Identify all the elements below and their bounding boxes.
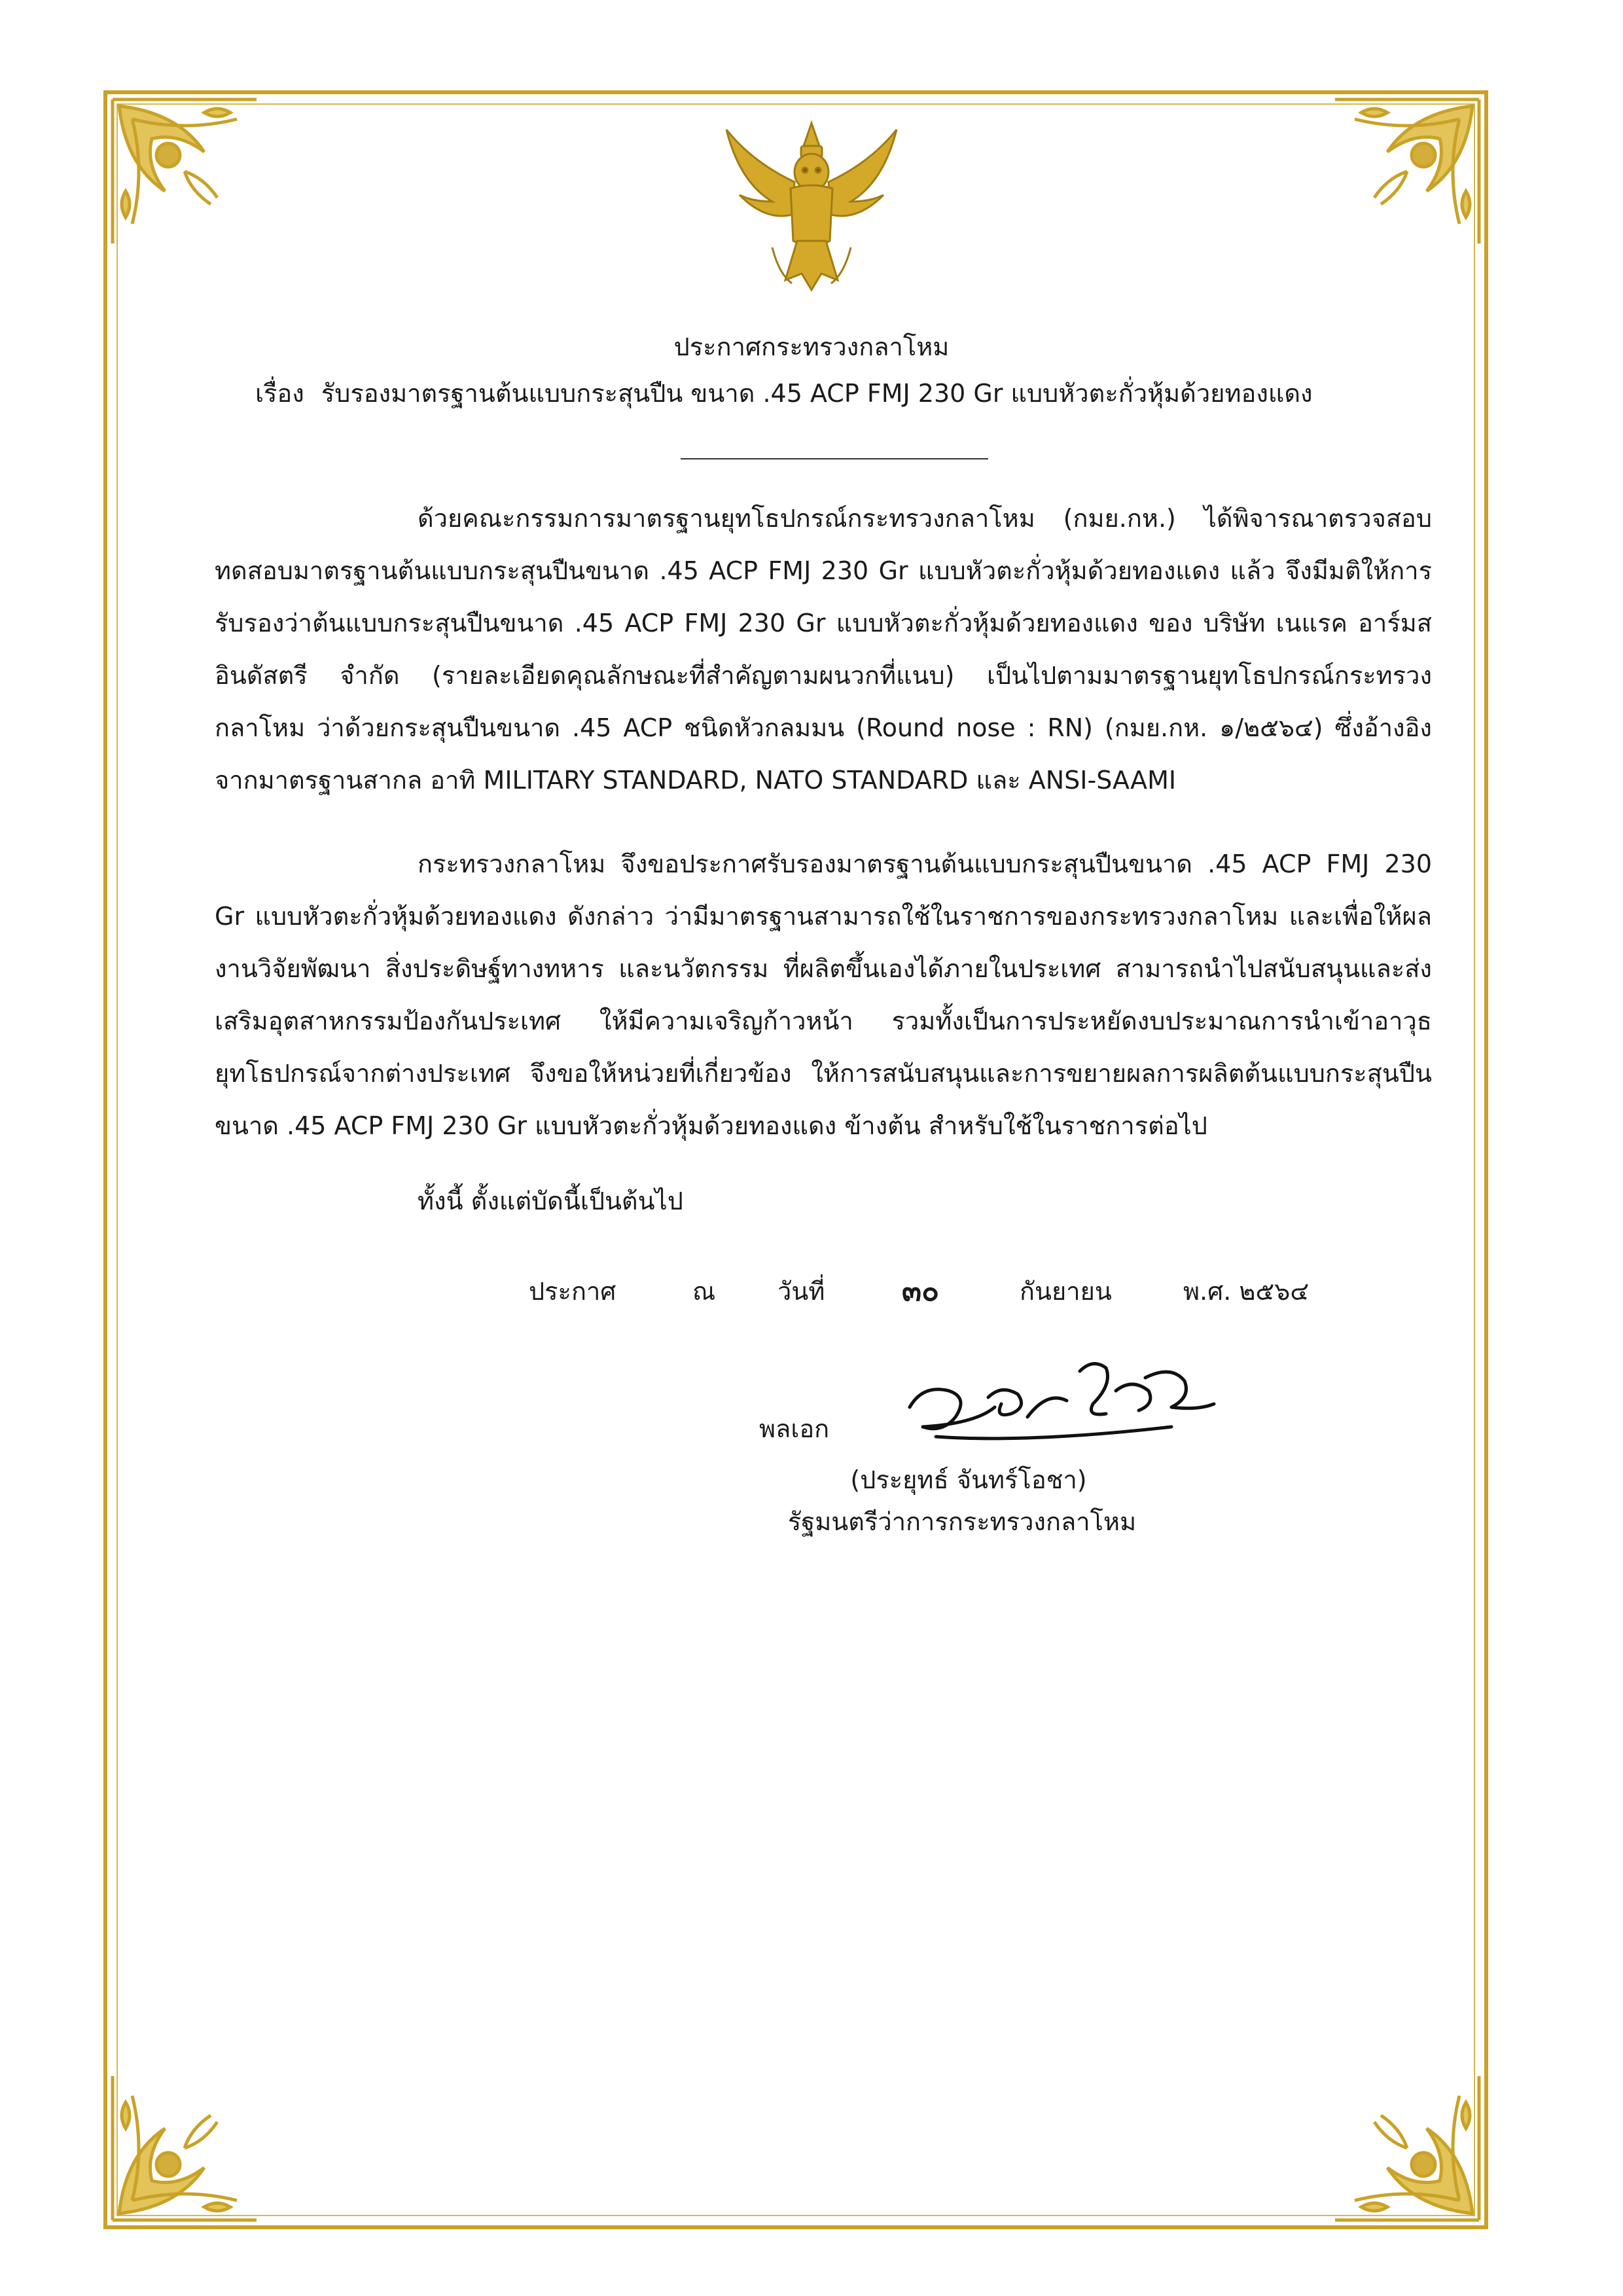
handwritten-signature-icon: [897, 1345, 1224, 1456]
date-day-value: ๓๐: [902, 1274, 939, 1308]
date-month-value: กันยายน: [1020, 1277, 1112, 1306]
body-paragraph-3: ทั้งนี้ ตั้งแต่บัดนี้เป็นต้นไป: [418, 1187, 683, 1215]
signatory-title: รัฐมนตรีว่าการกระทรวงกลาโหม: [787, 1507, 1137, 1536]
date-year-value: พ.ศ. ๒๕๖๔: [1183, 1277, 1310, 1306]
date-at-label: ณ: [692, 1277, 716, 1306]
subject-text: รับรองมาตรฐานต้นแบบกระสุนปืน ขนาด .45 ACP FMJ 230 Gr แบบหัวตะกั่วหุ้มด้วยทองแดง: [321, 379, 1313, 408]
garuda-emblem-icon: [713, 110, 910, 306]
page-border-inner: [116, 103, 1475, 2216]
header-divider: [681, 458, 988, 459]
floral-corner-ornament-icon: [1329, 93, 1486, 250]
announcement-subject: [255, 377, 1433, 410]
subject-label: เรื่อง: [255, 379, 304, 408]
body-paragraph-2: กระทรวงกลาโหม จึงขอประกาศรับรองมาตรฐานต้นแบบกระสุนปืนขนาด .45 ACP FMJ 230 Gr แบบหัวตะกั่วหุ้มด้วยทองแดง ดังกล่าว ว่ามีมาตรฐานสามารถใช้ในราชการของกระทรวงกลาโหม และเพื่อให้ผลงานวิจัยพัฒนา สิ่งประดิษฐ์ทางทหาร และนวัตกรรม ที่ผลิตขึ้นเองได้ภายในประเทศ สามารถนำไปสนับสนุนและส่งเสริมอุตสาหกรรมป้องกันประเทศ ให้มีความเจริญก้าวหน้า รวมทั้งเป็นการประหยัดงบประมาณการนำเข้าอาวุธยุทโธปกรณ์จากต่างประเทศ จึงขอให้หน่วยที่เกี่ยวข้อง ให้การสนับสนุนและการขยายผลการผลิตต้นแบบกระสุนปืนขนาด .45 ACP FMJ 230 Gr แบบหัวตะกั่วหุ้มด้วยทองแดง ข้างต้น สำหรับใช้ในราชการต่อไป: [215, 850, 1432, 1140]
floral-corner-ornament-icon: [106, 2070, 263, 2227]
floral-corner-ornament-icon: [1329, 2070, 1486, 2227]
date-day-label: วันที่: [777, 1277, 825, 1306]
signatory-rank: พลเอก: [759, 1414, 830, 1443]
signatory-name: (ประยุทธ์ จันทร์โอชา): [850, 1465, 1087, 1494]
announcement-title: ประกาศกระทรวงกลาโหม: [673, 332, 950, 361]
body-paragraph-1: ด้วยคณะกรรมการมาตรฐานยุทโธปกรณ์กระทรวงกลาโหม (กมย.กห.) ได้พิจารณาตรวจสอบทดสอบมาตรฐานต้นแบบกระสุนปืนขนาด .45 ACP FMJ 230 Gr แบบหัวตะกั่วหุ้มด้วยทองแดง แล้ว จึงมีมติให้การรับรองว่าต้นแบบกระสุนปืนขนาด .45 ACP FMJ 230 Gr แบบหัวตะกั่วหุ้มด้วยทองแดง ของ บริษัท เนแรค อาร์มส อินดัสตรี จำกัด (รายละเอียดคุณลักษณะที่สำคัญตามผนวกที่แนบ) เป็นไปตามมาตรฐานยุทโธปกรณ์กระทรวงกลาโหม ว่าด้วยกระสุนปืนขนาด .45 ACP ชนิดหัวกลมมน (Round nose : RN) (กมย.กห. ๑/๒๕๖๔) ซึ่งอ้างอิงจากมาตรฐานสากล อาทิ MILITARY STANDARD, NATO STANDARD และ ANSI-SAAMI: [215, 504, 1432, 795]
date-announce-label: ประกาศ: [529, 1277, 616, 1306]
floral-corner-ornament-icon: [106, 93, 263, 250]
